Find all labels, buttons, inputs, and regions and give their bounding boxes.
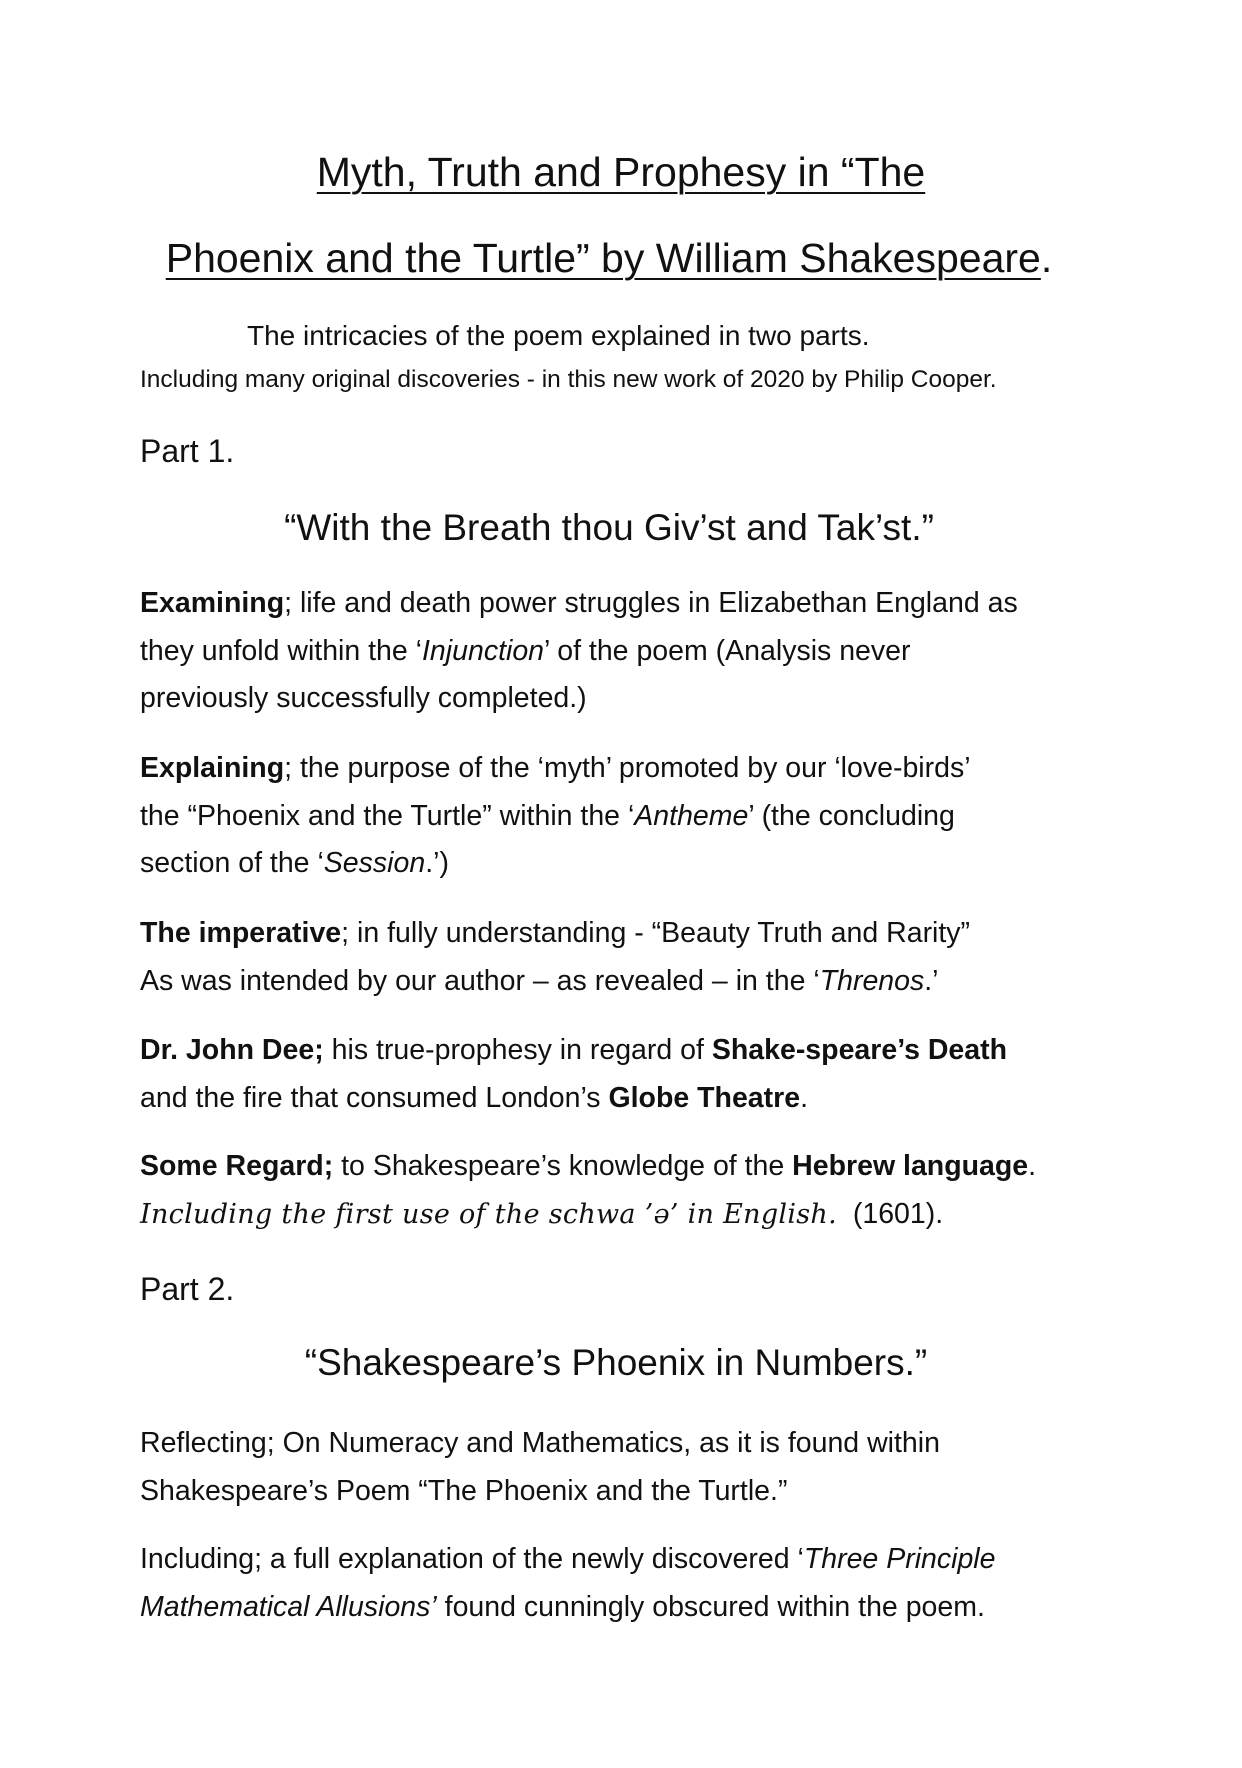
paragraph-text: section of the ‘ <box>140 847 324 879</box>
paragraph-text: ’ (the concluding <box>748 799 955 832</box>
paragraph-line <box>140 958 1140 1006</box>
paragraph-line <box>140 1584 1140 1632</box>
paragraph-text: and the fire that consumed London’s <box>140 1081 609 1114</box>
part-1-title <box>0 505 1242 551</box>
paragraph-line <box>140 910 1140 958</box>
italic-term: Three Principle <box>803 1543 996 1575</box>
italic-term: Injunction <box>422 634 545 667</box>
paragraph-explaining <box>140 745 1140 888</box>
paragraph-lead: Examining <box>140 587 285 619</box>
italic-serif-text: Including the first use of the schwa ’ə’ in English. <box>140 1198 838 1230</box>
paragraph-including <box>140 1536 1140 1631</box>
subtitle-line-2: Including many original discoveries - in this new work of 2020 by Philip Cooper. <box>140 366 997 393</box>
paragraph-text: ; in fully understanding - “Beauty Truth and Rarity” <box>341 917 971 949</box>
title-line-1-text: Myth, Truth and Prophesy in “The <box>316 149 926 195</box>
paragraph-line: previously successfully completed.) <box>140 682 587 714</box>
paragraph-line <box>140 793 1140 841</box>
paragraph-text: .’ <box>924 964 939 997</box>
paragraph-line <box>140 1191 1140 1239</box>
paragraph-lead: Some Regard; <box>140 1150 334 1182</box>
paragraph-line <box>140 1536 1140 1584</box>
part-2-title <box>0 1340 1242 1386</box>
paragraph-line <box>140 1027 1140 1075</box>
paragraph-line <box>140 580 1140 628</box>
paragraph-text: . <box>800 1081 809 1114</box>
paragraph-text: they unfold within the ‘ <box>140 634 423 667</box>
italic-term: Mathematical Allusions’ <box>140 1590 437 1623</box>
paragraph-line: Shakespeare’s Poem “The Phoenix and the Turtle.” <box>140 1474 788 1507</box>
paragraph-text: found cunningly obscured within the poem. <box>436 1590 985 1623</box>
paragraph-line <box>140 1143 1140 1191</box>
paragraph-text: his true-prophesy in regard of <box>323 1034 712 1066</box>
document-title-line-2 <box>0 232 1242 284</box>
paragraph-john-dee <box>140 1027 1140 1122</box>
paragraph-line <box>140 1075 1140 1123</box>
paragraph-line <box>140 628 1140 676</box>
paragraph-text: ; life and death power struggles in Elizabethan England as <box>284 587 1018 619</box>
paragraph-lead: Dr. John Dee; <box>140 1034 324 1066</box>
italic-term: Threnos <box>819 964 925 997</box>
part-1-title-text: “With the Breath thou Giv’st and Tak’st.” <box>284 507 934 548</box>
paragraph-text: As was intended by our author – as revealed – in the ‘ <box>140 964 820 997</box>
subtitle-line-1: The intricacies of the poem explained in two parts. <box>247 320 870 351</box>
italic-term: Session <box>323 847 426 879</box>
paragraph-reflecting <box>140 1420 1140 1515</box>
paragraph-text: Including; a full explanation of the newly discovered ‘ <box>140 1543 804 1575</box>
paragraph-line: Reflecting; On Numeracy and Mathematics, as it is found within <box>140 1427 940 1459</box>
paragraph-line <box>140 840 1140 888</box>
paragraph-line <box>140 745 1140 793</box>
paragraph-text: ’ of the poem (Analysis never <box>544 634 911 667</box>
part-1-heading: Part 1. <box>140 433 235 469</box>
title-line-2-text: Phoenix and the Turtle” by William Shakespeare <box>165 235 1041 281</box>
paragraph-text: (1601). <box>837 1197 944 1230</box>
paragraph-lead: The imperative <box>140 917 342 949</box>
bold-term: Hebrew language <box>792 1150 1029 1182</box>
italic-term: Antheme <box>634 799 749 832</box>
part-2-title-text: “Shakespeare’s Phoenix in Numbers.” <box>304 1342 928 1383</box>
paragraph-examining <box>140 580 1140 723</box>
paragraph-text: . <box>1028 1150 1037 1182</box>
bold-term: Globe Theatre <box>608 1081 801 1114</box>
paragraph-text: to Shakespeare’s knowledge of the <box>333 1150 793 1182</box>
paragraph-lead: Explaining <box>140 752 285 784</box>
paragraph-imperative <box>140 910 1140 1005</box>
paragraph-text: .’) <box>425 847 449 879</box>
paragraph-text: ; the purpose of the ‘myth’ promoted by our ‘love-birds’ <box>284 752 971 784</box>
part-2-heading: Part 2. <box>140 1271 235 1307</box>
document-title-line-1 <box>0 146 1242 198</box>
bold-term: Shake-speare’s Death <box>711 1034 1008 1066</box>
paragraph-some-regard <box>140 1143 1140 1238</box>
paragraph-text: the “Phoenix and the Turtle” within the ‘ <box>140 799 635 832</box>
title-line-2-period: . <box>1040 235 1053 281</box>
